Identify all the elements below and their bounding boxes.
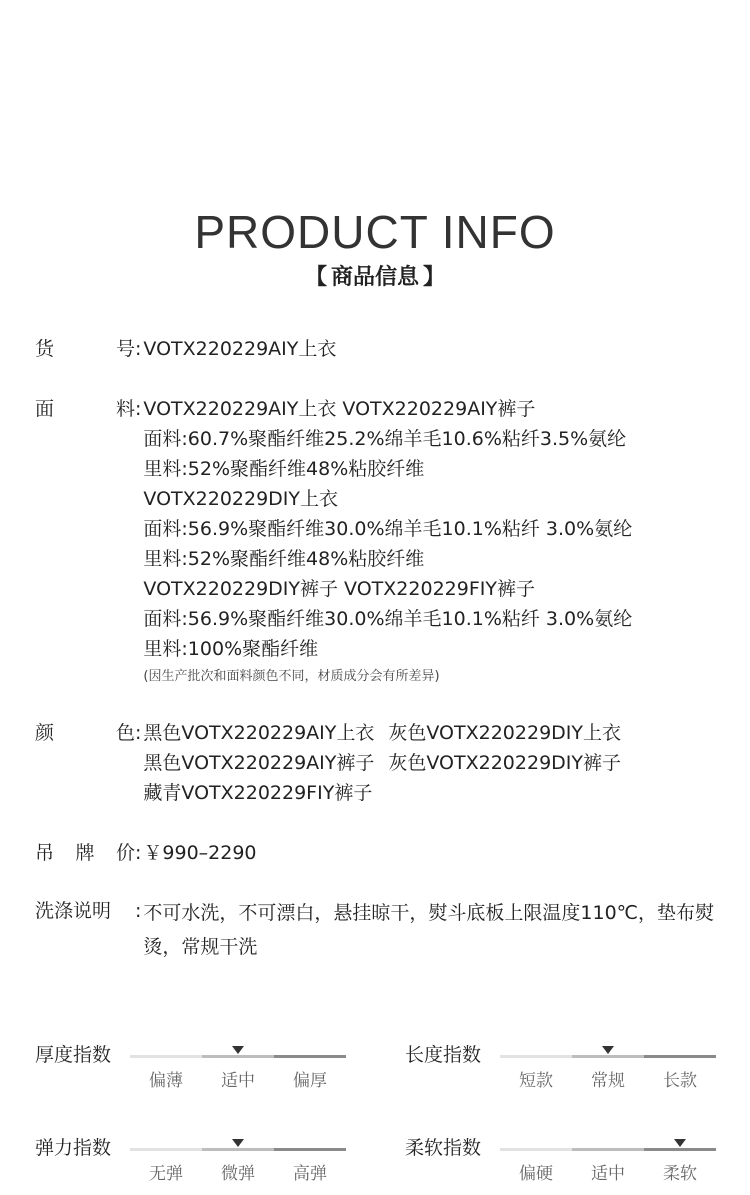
fabric-line: 里料:100%聚酯纤维	[143, 638, 319, 660]
scale-option: 偏硬	[519, 1164, 553, 1184]
scale-label: 长度指数	[405, 1044, 482, 1066]
fabric-line: 里料:52%聚酯纤维48%粘胶纤维	[143, 458, 425, 480]
scale-option: 适中	[591, 1164, 625, 1184]
scale-option: 微弹	[221, 1164, 255, 1184]
item-number-row: 货 号 : VOTX220229AIY上衣	[35, 334, 725, 364]
page-subtitle	[0, 262, 750, 294]
color-line	[143, 718, 725, 748]
fabric-label: 面 料	[35, 398, 135, 420]
scale-track	[500, 1055, 716, 1058]
fabric-line: 面料:56.9%聚酯纤维30.0%绵羊毛10.1%粘纤 3.0%氨纶	[143, 518, 633, 540]
scale-option: 柔软	[663, 1164, 697, 1184]
scale-track	[500, 1148, 716, 1151]
wash-value: 不可水洗，不可漂白，悬挂晾干，熨斗底板上限温度110℃，垫布熨烫，常规干洗	[143, 902, 715, 958]
color-option: 藏青VOTX220229FIY裤子	[143, 782, 373, 804]
softness-scale	[405, 1133, 735, 1193]
scale-option: 高弹	[293, 1164, 327, 1184]
price-label: 吊 牌 价	[35, 842, 135, 864]
fabric-line: 面料:56.9%聚酯纤维30.0%绵羊毛10.1%粘纤 3.0%氨纶	[143, 608, 633, 630]
scale-marker-icon	[674, 1139, 686, 1147]
fabric-row: 面 料 : VOTX220229AIY上衣 VOTX220229AIY裤子 面料:60.7%聚酯纤维25.2%绵羊毛10.6%粘纤3.5%氨纶 里料:52%聚酯纤维48%粘胶纤维 VOTX220229DIY上衣 面料:56.9%聚酯纤维30.0%绵羊毛10.1%粘纤 3.0%氨纶 里料:52%聚酯纤维48%粘胶纤维 VOTX220229DIY裤子 VOTX220229FIY裤子 面料:56.9%聚酯纤维30.0%绵羊毛10.1%粘纤 3.0%氨纶 里料:100%聚酯纤维 (因生产批次和面料颜色不同，材质成分会有所差异)	[35, 394, 725, 690]
page-title: PRODUCT INFO	[194, 206, 556, 258]
price-row: 吊 牌 价 : ￥990–2290	[35, 838, 725, 868]
scale-marker-icon	[602, 1046, 614, 1054]
scale-label: 厚度指数	[35, 1044, 112, 1066]
color-row: 颜 色 : 黑色VOTX220229AIY上衣 灰色VOTX220229DIY上衣 黑色VOTX220229AIY裤子 灰色VOTX220229DIY裤子 藏青VOTX220229FIY裤子	[35, 718, 725, 808]
wash-label: 洗涤说明	[35, 900, 112, 922]
elasticity-scale	[35, 1133, 365, 1193]
scale-option: 无弹	[149, 1164, 183, 1184]
color-label: 颜 色	[35, 722, 135, 744]
wash-row: 洗涤说明 : 不可水洗，不可漂白，悬挂晾干，熨斗底板上限温度110℃，垫布熨烫，常规干洗	[35, 896, 725, 964]
color-line	[143, 778, 725, 808]
scale-option: 长款	[663, 1071, 697, 1091]
color-line	[143, 748, 725, 778]
color-option: 灰色VOTX220229DIY裤子	[388, 752, 622, 774]
scale-marker-icon	[232, 1139, 244, 1147]
scale-track	[130, 1148, 346, 1151]
fabric-line: VOTX220229DIY裤子 VOTX220229FIY裤子	[143, 578, 535, 600]
fabric-value	[141, 394, 725, 690]
subtitle-text: 商品信息	[330, 265, 419, 290]
fabric-line: 里料:52%聚酯纤维48%粘胶纤维	[143, 548, 425, 570]
length-scale	[405, 1040, 735, 1100]
scale-option: 适中	[221, 1071, 255, 1091]
item-number-value: VOTX220229AIY上衣	[143, 338, 337, 360]
fabric-line: VOTX220229AIY上衣 VOTX220229AIY裤子	[143, 398, 536, 420]
fabric-line: 面料:60.7%聚酯纤维25.2%绵羊毛10.6%粘纤3.5%氨纶	[143, 428, 627, 450]
thickness-scale	[35, 1040, 365, 1100]
bracket-right: 】	[423, 265, 446, 290]
fabric-line: VOTX220229DIY上衣	[143, 488, 339, 510]
color-option: 黑色VOTX220229AIY裤子	[143, 752, 375, 774]
scale-label: 柔软指数	[405, 1137, 482, 1159]
price-value: ￥990–2290	[143, 842, 257, 864]
scale-label: 弹力指数	[35, 1137, 112, 1159]
scale-option: 偏薄	[149, 1071, 183, 1091]
bracket-left: 【	[304, 265, 327, 290]
item-number-label: 货 号	[35, 338, 135, 360]
color-value	[141, 718, 725, 808]
scale-marker-icon	[232, 1046, 244, 1054]
fabric-note: (因生产批次和面料颜色不同，材质成分会有所差异)	[143, 669, 440, 684]
scale-option: 常规	[591, 1071, 625, 1091]
scale-track	[130, 1055, 346, 1058]
scale-option: 短款	[519, 1071, 553, 1091]
color-option: 黑色VOTX220229AIY上衣	[143, 722, 375, 744]
scale-option: 偏厚	[293, 1071, 327, 1091]
color-option: 灰色VOTX220229DIY上衣	[388, 722, 622, 744]
